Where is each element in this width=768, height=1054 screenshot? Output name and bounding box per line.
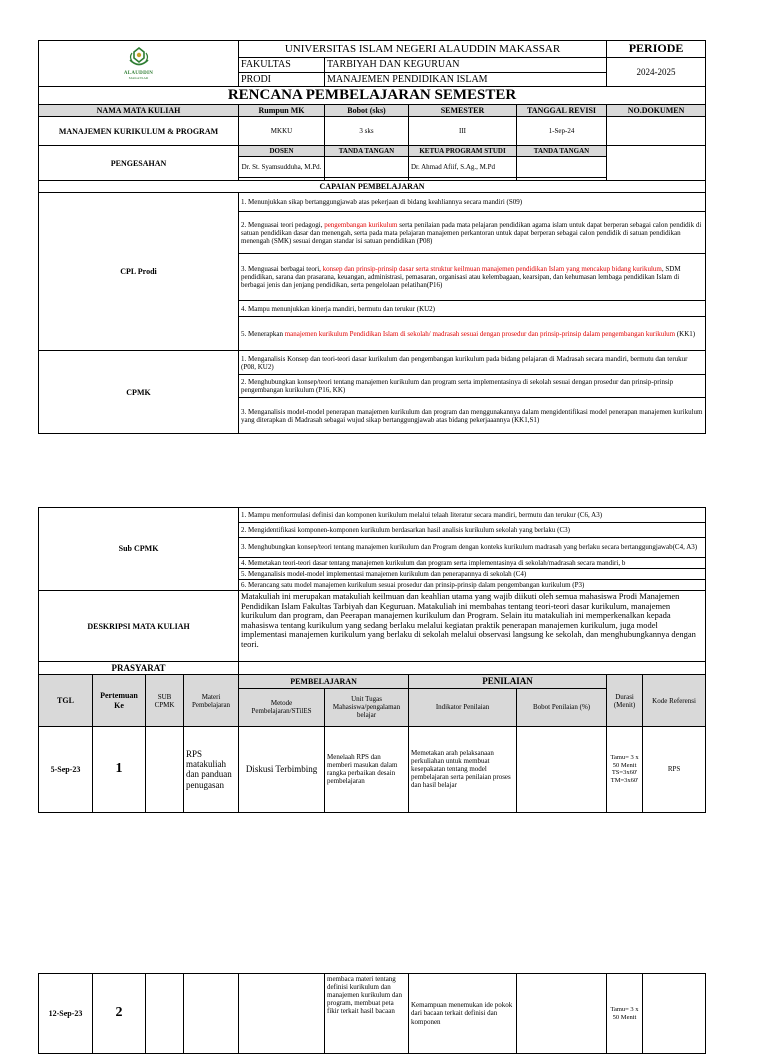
row1-unit-tugas: Menelaah RPS dan memberi masukan dalam rangka perbaikan desain pembelajaran [325, 726, 409, 812]
sub-cpmk-label: Sub CPMK [39, 508, 239, 591]
capaian-heading: CAPAIAN PEMBELAJARAN [39, 181, 706, 193]
prasyarat-value [239, 662, 706, 675]
row1-bobot [517, 726, 607, 812]
course-name: MANAJEMEN KURIKULUM & PROGRAM [39, 117, 239, 146]
rps-header-table [38, 40, 706, 434]
sub-cpmk-item-1: 1. Mampu menformulasi definisi dan komponen kurikulum melalui telaah literatur secara mandiri, bermutu dan terukur (C6, A3) [239, 508, 706, 523]
header-unit-tugas: Unit Tugas Mahasiswa/pengalaman belajar [325, 688, 409, 726]
header-bobot-penilaian: Bobot Penilaian (%) [517, 688, 607, 726]
header-pertemuan: Pertemuan Ke [93, 675, 146, 726]
ketua-signature [517, 157, 607, 178]
dosen-label: DOSEN [239, 146, 325, 157]
row2-materi [184, 974, 239, 1054]
university-logo [39, 41, 239, 87]
row1-materi: RPS matakuliah dan panduan penugasan [184, 726, 239, 812]
fakultas-value: TARBIYAH DAN KEGURUAN [325, 58, 607, 73]
periode-label: PERIODE [607, 41, 706, 58]
course-no-dokumen [607, 117, 706, 146]
col-nama-mata-kuliah: NAMA MATA KULIAH [39, 105, 239, 117]
table-row [39, 726, 706, 812]
row2-sub-cpmk [146, 974, 184, 1054]
fakultas-label: FAKULTAS [239, 58, 325, 73]
row2-tgl: 12-Sep-23 [39, 974, 93, 1054]
row1-durasi: Tamu= 3 x 50 Menit TS=3x60' TM=3x60' [607, 726, 643, 812]
row2-unit-tugas: membaca materi tentang definisi kurikulum dan manajemen kurikulum dan program, membuat peta fikir terkait hasil bacaan [325, 974, 409, 1054]
logo-subtext: MAKASSAR [128, 76, 149, 81]
header-metode: Metode Pembelajaran/STilES [239, 688, 325, 726]
row2-durasi: Tamu= 3 x 50 Menit [607, 974, 643, 1054]
cpl-prodi-label: CPL Prodi [39, 193, 239, 351]
deskripsi-label: DESKRIPSI MATA KULIAH [39, 591, 239, 662]
document-title: RENCANA PEMBELAJARAN SEMESTER [39, 87, 706, 105]
header-kode-referensi: Kode Referensi [643, 675, 706, 726]
course-bobot: 3 sks [325, 117, 409, 146]
cpmk-label: CPMK [39, 351, 239, 434]
table-row [39, 974, 706, 1054]
row2-metode [239, 974, 325, 1054]
row2-kode [643, 974, 706, 1054]
cpl-item-2: 2. Menguasai teori pedagogi, pengembangan kurikulum serta penilaian pada mata pelajaran pendidikan agama islam untuk dapat berperan sebagai calon pendidik di satuan pendidikan dasar dan menengah, serta pada mata pelajaran manajemen perkantoran untuk dapat berperan sebagai calon pendidik di satuan pendidikan menengah (SMK) sesuai dengan standar isi satuan pendidikan (P08) [239, 212, 706, 254]
col-rumpun-mk: Rumpun MK [239, 105, 325, 117]
row2-pertemuan: 2 [93, 974, 146, 1054]
logo-text: ALAUDDIN [123, 70, 154, 76]
row1-pertemuan: 1 [93, 726, 146, 812]
ketua-prodi-label: KETUA PROGRAM STUDI [409, 146, 517, 157]
tanda-tangan-dosen-label: TANDA TANGAN [325, 146, 409, 157]
cpl-item-5: 5. Menerapkan manajemen kurikulum Pendidikan Islam di sekolah/ madrasah sesuai dengan prosedur dan prinsip-prinsip dalam pengembangan kurikulum (KK1) [239, 317, 706, 351]
sub-cpmk-item-3: 3. Menghubungkan konsep/teori tentang manajemen kurikulum dan Program dengan konteks kurikulum madrasah yang berlaku secara bertanggungjawab(C4, A3) [239, 538, 706, 558]
sub-cpmk-item-6: 6. Merancang satu model manajemen kurikulum sesuai prosedur dan prinsip-prinsip dalam pengembangan kurikulum (P3) [239, 580, 706, 591]
header-penilaian: PENILAIAN [409, 675, 607, 688]
cpl-item-3: 3. Menguasai berbagai teori, konsep dan prinsip-prinsip dasar serta struktur keilmuan manajemen pendidikan Islam yang mencakup bidang kurikulum, SDM pendidikan, sarana dan prasarana, keuangan, administrasi, pemasaran, organisasi atau kelembagaan, kearsipan, dan kehumasan lembaga pendidikan Islam di berbagai jenis dan jenjang pendidikan, serta pengelolaan pelatihan(P16) [239, 254, 706, 301]
col-tanggal-revisi: TANGGAL REVISI [517, 105, 607, 117]
prodi-value: MANAJEMEN PENDIDIKAN ISLAM [325, 72, 607, 87]
university-logo-icon [126, 47, 152, 69]
sub-cpmk-item-5: 5. Menganalisis model-model implementasi manajemen kurikulum dan penerapannya di sekolah (C4) [239, 569, 706, 580]
cpmk-item-1: 1. Menganalisis Konsep dan teori-teori dasar kurikulum dan pengembangan kurikulum pada bidang pelajaran di Madrasah secara mandiri, bermutu dan terukur (P08, KU2) [239, 351, 706, 375]
row1-indikator: Memetakan arah pelaksanaan perkuliahan untuk membuat kesepakatan tentang model pembelajaran serta penilaian proses dan hasil belajar [409, 726, 517, 812]
cpl-item-1: 1. Menunjukkan sikap bertanggungjawab atas pekerjaan di bidang keahliannya secara mandiri (S09) [239, 193, 706, 212]
header-durasi: Durasi (Menit) [607, 675, 643, 726]
sub-cpmk-item-2: 2. Mengidentifikasi komponen-komponen kurikulum berdasarkan hasil analisis kurikulum sekolah yang berlaku (C3) [239, 523, 706, 538]
university-name: UNIVERSITAS ISLAM NEGERI ALAUDDIN MAKASSAR [239, 41, 607, 58]
row1-kode: RPS [643, 726, 706, 812]
tanda-tangan-ketua-label: TANDA TANGAN [517, 146, 607, 157]
row2-indikator: Kemampuan menemukan ide pokok dari bacaan terkait definisi dan komponen [409, 974, 517, 1054]
header-indikator: Indikator Penilaian [409, 688, 517, 726]
header-pembelajaran: PEMBELAJARAN [239, 675, 409, 688]
course-tanggal-revisi: 1-Sep-24 [517, 117, 607, 146]
prasyarat-label: PRASYARAT [39, 662, 239, 675]
rps-schedule-table [38, 507, 706, 813]
ketua-name: Dr. Ahmad Afiif, S.Ag., M.Pd [409, 157, 517, 178]
row2-bobot [517, 974, 607, 1054]
deskripsi-text: Matakuliah ini merupakan matakuliah keilmuan dan keahlian utama yang wajib diikuti oleh semua mahasiswa Prodi Manajemen Pendidikan Islam Fakultas Tarbiyah dan Keguruan. Matakuliah ini membahas tentang teori-teori dasar kurikulum, manajemen kurikulum dan program, dan Peerapan manajemen kurikulum dan Program. Selain itu matakuliah ini memperkenalkan kepada mahasiswa tentang kurikulum yang sedang berlaku melalui kegiatan praktik penerapan manajemen kurikulum, juga model implementasi manajemen kurikulum yang berlaku di sekolah melalui observasi langsung ke sekolah, dan menghubungkannya dengan teori. [239, 591, 706, 662]
periode-value: 2024-2025 [607, 58, 706, 87]
cpl-item-4: 4. Mampu menunjukkan kinerja mandiri, bermutu dan terukur (KU2) [239, 301, 706, 317]
cpmk-item-2: 2. Menghubungkan konsep/teori tentang manajemen kurikulum dan program serta implementasinya di sekolah sesuai dengan prosedur dan prinsip-prinsip pengembangan kurikulum (P16, KK) [239, 375, 706, 398]
pengesahan-label: PENGESAHAN [39, 146, 239, 181]
dosen-name: Dr. St. Syamsudduha, M.Pd. [239, 157, 325, 178]
course-rumpun: MKKU [239, 117, 325, 146]
header-sub-cpmk: SUB CPMK [146, 675, 184, 726]
col-no-dokumen: NO.DOKUMEN [607, 105, 706, 117]
row1-tgl: 5-Sep-23 [39, 726, 93, 812]
row1-sub-cpmk [146, 726, 184, 812]
col-semester: SEMESTER [409, 105, 517, 117]
col-bobot: Bobot (sks) [325, 105, 409, 117]
header-tgl: TGL [39, 675, 93, 726]
cpmk-item-3: 3. Menganalisis model-model penerapan manajemen kurikulum dan program dan menggunakannya dalam mengidentifikasi model penerapan manajemen kurikulum yang diterapkan di Madrasah sebagai wujud sikap bertanggungjawab atas bidang pekerjaaannya (KK1,S1) [239, 398, 706, 434]
header-materi: Materi Pembelajaran [184, 675, 239, 726]
row1-metode: Diskusi Terbimbing [239, 726, 325, 812]
dosen-signature [325, 157, 409, 178]
prodi-label: PRODI [239, 72, 325, 87]
course-semester: III [409, 117, 517, 146]
sub-cpmk-item-4: 4. Memetakan teori-teori dasar tentang manajemen kurikulum dan program serta implementasinya di sekolah/madrasah secara mandiri, b [239, 558, 706, 569]
rps-schedule-continued [38, 973, 706, 1054]
pengesahan-blank [607, 146, 706, 181]
